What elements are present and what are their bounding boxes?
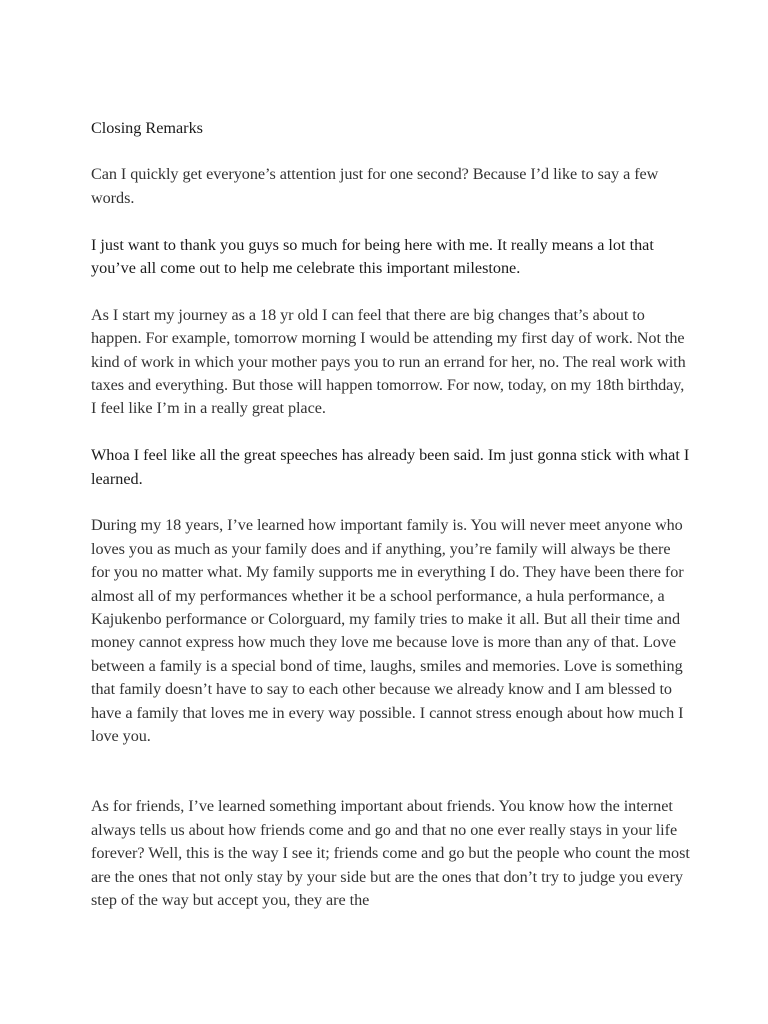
paragraph-friends: As for friends, I’ve learned something important about friends. You know how the internet always tells us about how friends come and go and that no one ever really stays in your life forever? Well, this is the way I see it; friends come and go but the people who count the most are the ones that not only stay by your side but are the ones that don’t try to judge you every step of the way but accept you, they are the: [91, 797, 690, 909]
paragraph-attention: Can I quickly get everyone’s attention just for one second? Because I’d like to say a few words.: [91, 165, 659, 207]
paragraph-journey: As I start my journey as a 18 yr old I can feel that there are big changes that’s about to happen. For example, tomorrow morning I would be attending my first day of work. Not the kind of work in which your mother pays you to run an errand for her, no. The real work with taxes and everything. But those will happen tomorrow. For now, today, on my 18th birthday, I feel like I’m in a really great place.: [91, 305, 686, 418]
paragraph-speeches: Whoa I feel like all the great speeches has already been said. Im just gonna stick with what I learned.: [91, 446, 690, 488]
paragraph-thanks: I just want to thank you guys so much for being here with me. It really means a lot that you’ve all come out to help me celebrate this important milestone.: [91, 235, 654, 278]
document-page: [91, 117, 691, 936]
document-title: Closing Remarks: [91, 119, 203, 137]
paragraph-family: During my 18 years, I’ve learned how important family is. You will never meet anyone who loves you as much as your family does and if anything, you’re family will always be there for you no matter what. My family supports me in everything I do. They have been there for almost all of my performances whether it be a school performance, a hula performance, a Kajukenbo performance or Colorguard, my family tries to make it all. But all their time and money cannot express how much they love me because love is more than any of that. Love between a family is a special bond of time, laughs, smiles and memories. Love is something that family doesn’t have to say to each other because we already know and I am blessed to have a family that loves me in every way possible. I cannot stress enough about how much I love you.: [91, 516, 684, 746]
